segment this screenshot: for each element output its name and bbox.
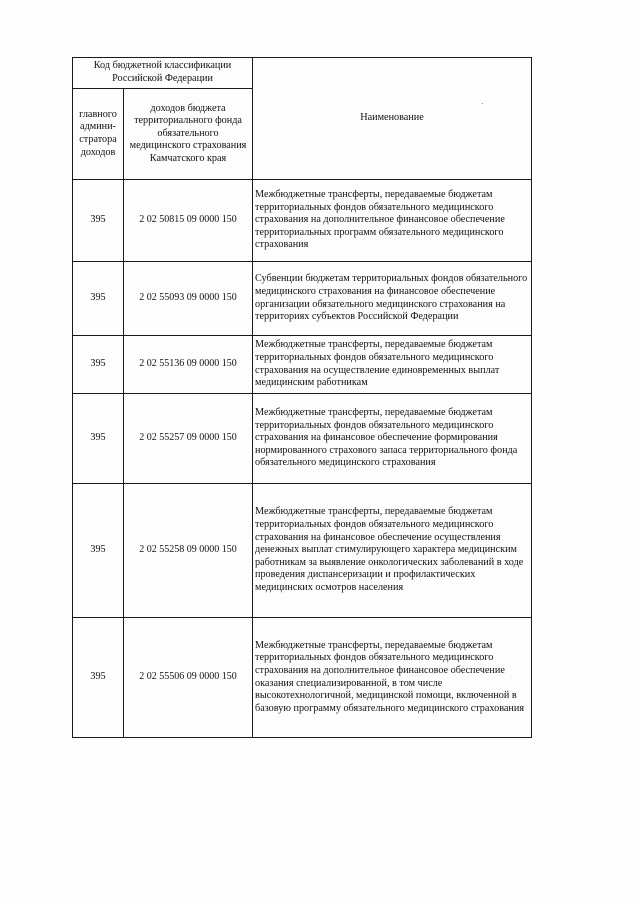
income-code-cell: 2 02 55258 09 0000 150 [124,484,253,618]
table-row [73,180,532,262]
table-row [73,262,532,336]
income-code-cell: 2 02 55506 09 0000 150 [124,618,253,738]
table-row [73,484,532,618]
admin-code-cell: 395 [73,262,124,336]
budget-classification-table [72,57,532,738]
admin-code-cell: 395 [73,484,124,618]
income-code-cell: 2 02 55093 09 0000 150 [124,262,253,336]
name-cell: Субвенции бюджетам территориальных фондов обязательного медицинского страхования на финансовое обеспечение организации обязательного медицинского страхования на территориях субъектов Российской Федерации [253,262,532,336]
table-row [73,394,532,484]
table-row [73,336,532,394]
income-code-cell: 2 02 50815 09 0000 150 [124,180,253,262]
name-cell: Межбюджетные трансферты, передаваемые бюджетам территориальных фондов обязательного медицинского страхования на финансовое обеспечение осуществления денежных выплат стимулирующего характера медицинским работникам за выявление онкологических заболеваний в ходе проведения диспансеризации и профилактических медицинских осмотров населения [253,484,532,618]
header-admin: главного админи-стратора доходов [73,89,124,180]
income-code-cell: 2 02 55136 09 0000 150 [124,336,253,394]
admin-code-cell: 395 [73,336,124,394]
table-row [73,618,532,738]
admin-code-cell: 395 [73,180,124,262]
name-cell: Межбюджетные трансферты, передаваемые бюджетам территориальных фондов обязательного медицинского страхования на финансовое обеспечение формирования нормированного страхового запаса территориального фонда обязательного медицинского страхования [253,394,532,484]
name-cell: Межбюджетные трансферты, передаваемые бюджетам территориальных фондов обязательного медицинского страхования на осуществление единовременных выплат медицинским работникам [253,336,532,394]
name-cell: Межбюджетные трансферты, передаваемые бюджетам территориальных фондов обязательного медицинского страхования на дополнительное финансовое обеспечение оказания специализированной, в том числе высокотехнологичной, медицинской помощи, включенной в базовую программу обязательного медицинского страхования [253,618,532,738]
header-name: Наименование [253,58,532,180]
header-group-title: Код бюджетной классификации Российской Федерации [73,58,253,89]
admin-code-cell: 395 [73,618,124,738]
header-row-top [73,58,532,89]
header-code: доходов бюджета территориального фонда обязательного медицинского страхования Камчатского края [124,89,253,180]
admin-code-cell: 395 [73,394,124,484]
name-cell: Межбюджетные трансферты, передаваемые бюджетам территориальных фондов обязательного медицинского страхования на дополнительное финансовое обеспечение территориальных программ обязательного медицинского страхования [253,180,532,262]
income-code-cell: 2 02 55257 09 0000 150 [124,394,253,484]
